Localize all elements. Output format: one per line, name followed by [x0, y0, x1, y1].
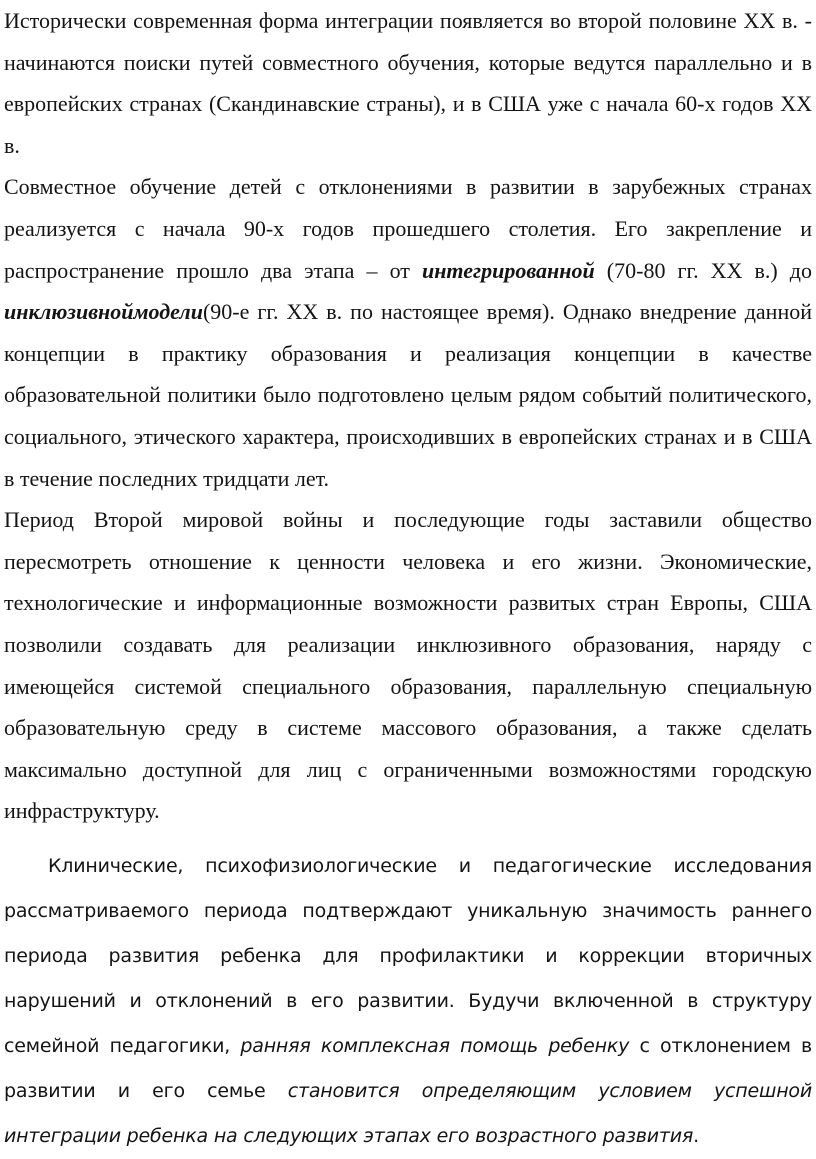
emphasis-inclusive-model: инклюзивноймодели — [4, 299, 203, 325]
paragraph-joint-education-part1: Совместное обучение детей с отклонениями в развитии в зарубежных странах реализуется с начала 90-х годов прошедшего столетия. Его закрепление и распространение прошло два этапа – от — [4, 174, 812, 283]
paragraph-history-text: Исторически современная форма интеграции появляется во второй половине XX в. - начинаются поиски путей совместного обучения, которые ведутся параллельно и в европейских странах (Скандинавские страны), и в США уже с начала 60-х годов XX в. — [4, 8, 812, 158]
paragraph-postwar — [4, 499, 812, 832]
paragraph-clinical-research — [4, 844, 812, 1159]
paragraph-joint-education-part3: (90-е гг. XX в. по настоящее время). Однако внедрение данной концепции в практику образования и реализация концепции в качестве образовательной политики было подготовлено целым рядом событий политического, социального, этического характера, происходивших в европейских странах и в США в течение последних тридцати лет. — [4, 299, 812, 491]
paragraph-history — [4, 0, 812, 166]
paragraph-joint-education-part2: (70-80 гг. XX в.) до — [594, 257, 812, 283]
paragraph-postwar-text: Период Второй мировой войны и последующие годы заставили общество пересмотреть отношение к ценности человека и его жизни. Экономические, технологические и информационные возможности развитых стран Европы, США позволили создавать для реализации инклюзивного образования, наряду с имеющейся системой специального образования, параллельную специальную образовательную среду в системе массового образования, а также сделать максимально доступной для лиц с ограниченными возможностями городскую инфраструктуру. — [4, 507, 812, 824]
paragraph-clinical-research-part2: с отклонением в развитии и его семье — [4, 1034, 813, 1102]
emphasis-integrated: интегрированной — [421, 257, 595, 283]
emphasis-early-help: ранняя комплексная помощь ребенку — [240, 1034, 630, 1057]
document-page — [4, 0, 812, 1159]
paragraph-joint-education — [4, 166, 812, 499]
emphasis-integration-condition: становится определяющим условием успешной интеграции ребенка на следующих этапах его возрастного развития — [4, 1079, 812, 1147]
paragraph-clinical-research-part1: Клинические, психофизиологические и педагогические исследования рассматриваемого периода подтверждают уникальную значимость раннего периода развития ребенка для профилактики и коррекции вторичных нарушений и отклонений в его развитии. Будучи включенной в структуру семейной педагогики, — [4, 854, 812, 1057]
paragraph-clinical-research-part3: . — [693, 1124, 700, 1147]
